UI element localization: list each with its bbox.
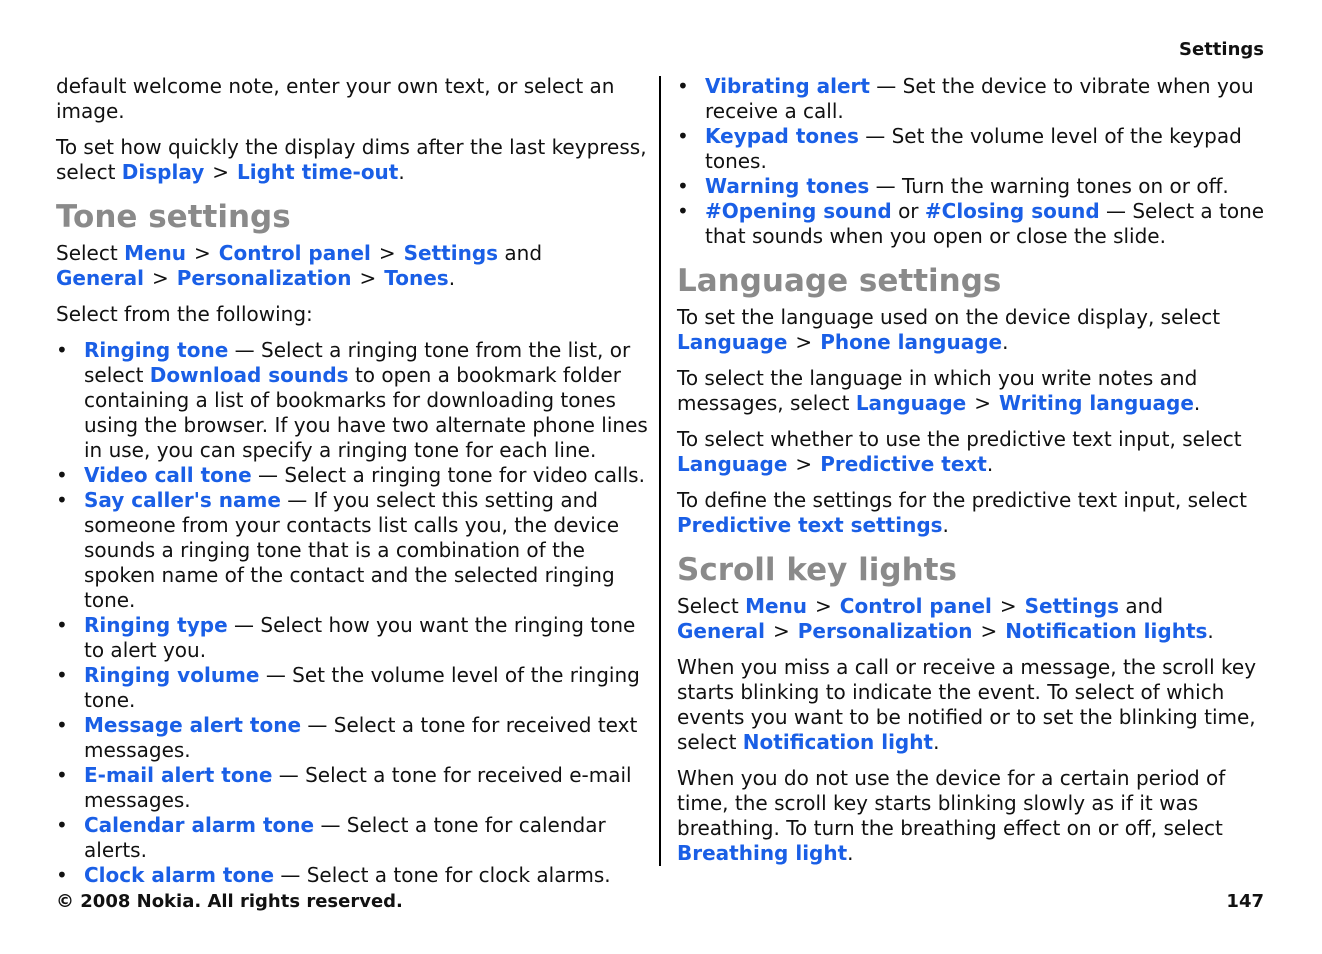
paragraph-predictive-text-settings: To define the settings for the predictive text input, select Predictive text settings.: [677, 488, 1248, 537]
paragraph-select-following: Select from the following:: [56, 302, 313, 326]
tone-options-list-continued: [677, 74, 1271, 249]
paragraph-text: When you miss a call or receive a message, the scroll key starts blinking to indicate the event. To select of which events you want to be notified or to set the blinking time, select: [677, 655, 1257, 754]
list-item: [677, 199, 1271, 249]
list-item: [56, 663, 648, 713]
link-language[interactable]: Language: [677, 452, 788, 476]
link-notification-lights[interactable]: Notification lights: [1005, 619, 1208, 643]
conjunction: and: [1125, 594, 1164, 618]
link-personalization[interactable]: Personalization: [797, 619, 973, 643]
link-menu[interactable]: Menu: [124, 241, 187, 265]
link-control-panel[interactable]: Control panel: [218, 241, 371, 265]
link-language[interactable]: Language: [855, 391, 967, 415]
list-item: [56, 713, 648, 763]
item-description: — Set the volume level of the ringing tone.: [84, 663, 640, 712]
conjunction: or: [898, 199, 919, 223]
path-separator: >: [212, 160, 230, 184]
paragraph-display-dims: To set how quickly the display dims after the last keypress, select Display > Light time-out.: [56, 135, 647, 184]
item-description: — Select a tone for clock alarms.: [274, 863, 611, 887]
running-header: Settings: [1179, 39, 1264, 60]
path-separator: >: [194, 241, 211, 265]
paragraph-breathing-effect: When you do not use the device for a certain period of time, the scroll key starts blinking slowly as if it was breathing. To turn the breathing effect on or off, select Breathing light.: [677, 766, 1226, 865]
paragraph-text: When you do not use the device for a certain period of time, the scroll key starts blinking slowly as if it was breathing. To turn the breathing effect on or off, select: [677, 766, 1226, 840]
link-email-alert-tone[interactable]: E-mail alert tone: [84, 763, 273, 787]
paragraph-text: Select: [56, 241, 118, 265]
link-clock-alarm-tone[interactable]: Clock alarm tone: [84, 863, 275, 887]
link-settings[interactable]: Settings: [1024, 594, 1120, 618]
heading-scroll-key-lights: Scroll key lights: [677, 552, 957, 588]
list-item: [56, 863, 648, 888]
link-writing-language[interactable]: Writing language: [999, 391, 1194, 415]
link-ringing-volume[interactable]: Ringing volume: [84, 663, 260, 687]
paragraph-text: To set how quickly the display dims after the last keypress, select: [56, 135, 647, 184]
link-ringing-tone[interactable]: Ringing tone: [84, 338, 229, 362]
path-separator: >: [999, 594, 1017, 618]
link-say-callers-name[interactable]: Say caller's name: [84, 488, 281, 512]
link-breathing-light[interactable]: Breathing light: [677, 841, 848, 865]
list-item: [56, 488, 648, 613]
link-opening-sound[interactable]: #Opening sound: [705, 199, 892, 223]
list-item: [56, 463, 648, 488]
item-description: — Select a tone for calendar alerts.: [84, 813, 606, 862]
item-description: — Select a tone for received e-mail messages.: [84, 763, 632, 812]
list-item: [56, 813, 648, 863]
paragraph-predictive-text: To select whether to use the predictive text input, select Language > Predictive text.: [677, 427, 1242, 476]
link-warning-tones[interactable]: Warning tones: [705, 174, 870, 198]
item-description: — Select a tone for received text messages.: [84, 713, 638, 762]
link-download-sounds[interactable]: Download sounds: [149, 363, 349, 387]
paragraph-scroll-blinking: When you miss a call or receive a message, the scroll key starts blinking to indicate the event. To select of which events you want to be notified or to set the blinking time, select Notification light.: [677, 655, 1257, 754]
item-description: — Select a tone that sounds when you open or close the slide.: [705, 199, 1265, 248]
column-divider: [659, 76, 661, 866]
paragraph-welcome-note: default welcome note, enter your own text, or select an image.: [56, 74, 615, 123]
paragraph-text: To set the language used on the device display, select: [677, 305, 1221, 329]
path-separator: >: [773, 619, 790, 643]
heading-language-settings: Language settings: [677, 263, 1002, 299]
item-description: — Turn the warning tones on or off.: [869, 174, 1229, 198]
link-phone-language[interactable]: Phone language: [820, 330, 1003, 354]
list-item: [56, 613, 648, 663]
paragraph-text: Select: [677, 594, 739, 618]
link-notification-light[interactable]: Notification light: [742, 730, 934, 754]
paragraph-phone-language: To set the language used on the device display, select Language > Phone language.: [677, 305, 1221, 354]
item-description: — Set the volume level of the keypad tones.: [705, 124, 1242, 173]
heading-tone-settings: Tone settings: [56, 199, 291, 235]
paragraph-tone-path: Select Menu > Control panel > Settings and General > Personalization > Tones.: [56, 241, 543, 290]
paragraph-text: To select whether to use the predictive text input, select: [677, 427, 1242, 451]
path-separator: >: [152, 266, 169, 290]
link-keypad-tones[interactable]: Keypad tones: [705, 124, 859, 148]
link-video-call-tone[interactable]: Video call tone: [84, 463, 252, 487]
list-item: [677, 174, 1271, 199]
link-ringing-type[interactable]: Ringing type: [84, 613, 228, 637]
link-predictive-text[interactable]: Predictive text: [820, 452, 987, 476]
paragraph-text: To define the settings for the predictive text input, select: [677, 488, 1248, 512]
link-control-panel[interactable]: Control panel: [839, 594, 992, 618]
paragraph-writing-language: To select the language in which you write notes and messages, select Language > Writing language.: [677, 366, 1201, 415]
item-description: — Set the device to vibrate when you receive a call.: [705, 74, 1254, 123]
item-description: to open a bookmark folder containing a list of bookmarks for downloading tones using the browser. If you have two alternate phone lines in use, you can specify a ringing tone for each line.: [84, 363, 648, 462]
tone-options-list: [56, 338, 648, 888]
link-vibrating-alert[interactable]: Vibrating alert: [705, 74, 870, 98]
link-settings[interactable]: Settings: [403, 241, 499, 265]
path-separator: >: [795, 330, 813, 354]
list-item: [677, 124, 1271, 174]
link-language[interactable]: Language: [677, 330, 788, 354]
link-light-time-out[interactable]: Light time-out: [237, 160, 399, 184]
link-general[interactable]: General: [677, 619, 765, 643]
item-description: — Select how you want the ringing tone to alert you.: [84, 613, 636, 662]
link-general[interactable]: General: [56, 266, 144, 290]
list-item: [56, 338, 648, 463]
link-closing-sound[interactable]: #Closing sound: [924, 199, 1100, 223]
link-calendar-alarm-tone[interactable]: Calendar alarm tone: [84, 813, 315, 837]
link-message-alert-tone[interactable]: Message alert tone: [84, 713, 302, 737]
paragraph-text: To select the language in which you write notes and messages, select: [677, 366, 1198, 415]
right-column: [677, 74, 1271, 877]
list-item: [677, 74, 1271, 124]
item-description: — Select a ringing tone for video calls.: [251, 463, 645, 487]
item-description: — Select a ringing tone from the list, or select: [84, 338, 631, 387]
item-description: — If you select this setting and someone from your contacts list calls you, the device sounds a ringing tone that is a combination of the spoken name of the contact and the selected ringing tone.: [84, 488, 620, 612]
list-item: [56, 763, 648, 813]
link-tones[interactable]: Tones: [384, 266, 449, 290]
link-predictive-text-settings[interactable]: Predictive text settings: [677, 513, 943, 537]
path-separator: >: [974, 391, 991, 415]
link-menu[interactable]: Menu: [745, 594, 808, 618]
path-separator: >: [795, 452, 813, 476]
path-separator: >: [980, 619, 998, 643]
path-separator: >: [378, 241, 396, 265]
page-number: 147: [1226, 891, 1264, 912]
left-column: [56, 74, 648, 896]
paragraph-scroll-path: Select Menu > Control panel > Settings and General > Personalization > Notification lights.: [677, 594, 1214, 643]
link-personalization[interactable]: Personalization: [176, 266, 352, 290]
path-separator: >: [815, 594, 832, 618]
path-separator: >: [359, 266, 377, 290]
footer-copyright: © 2008 Nokia. All rights reserved.: [56, 891, 403, 912]
link-display[interactable]: Display: [121, 160, 205, 184]
conjunction: and: [504, 241, 543, 265]
